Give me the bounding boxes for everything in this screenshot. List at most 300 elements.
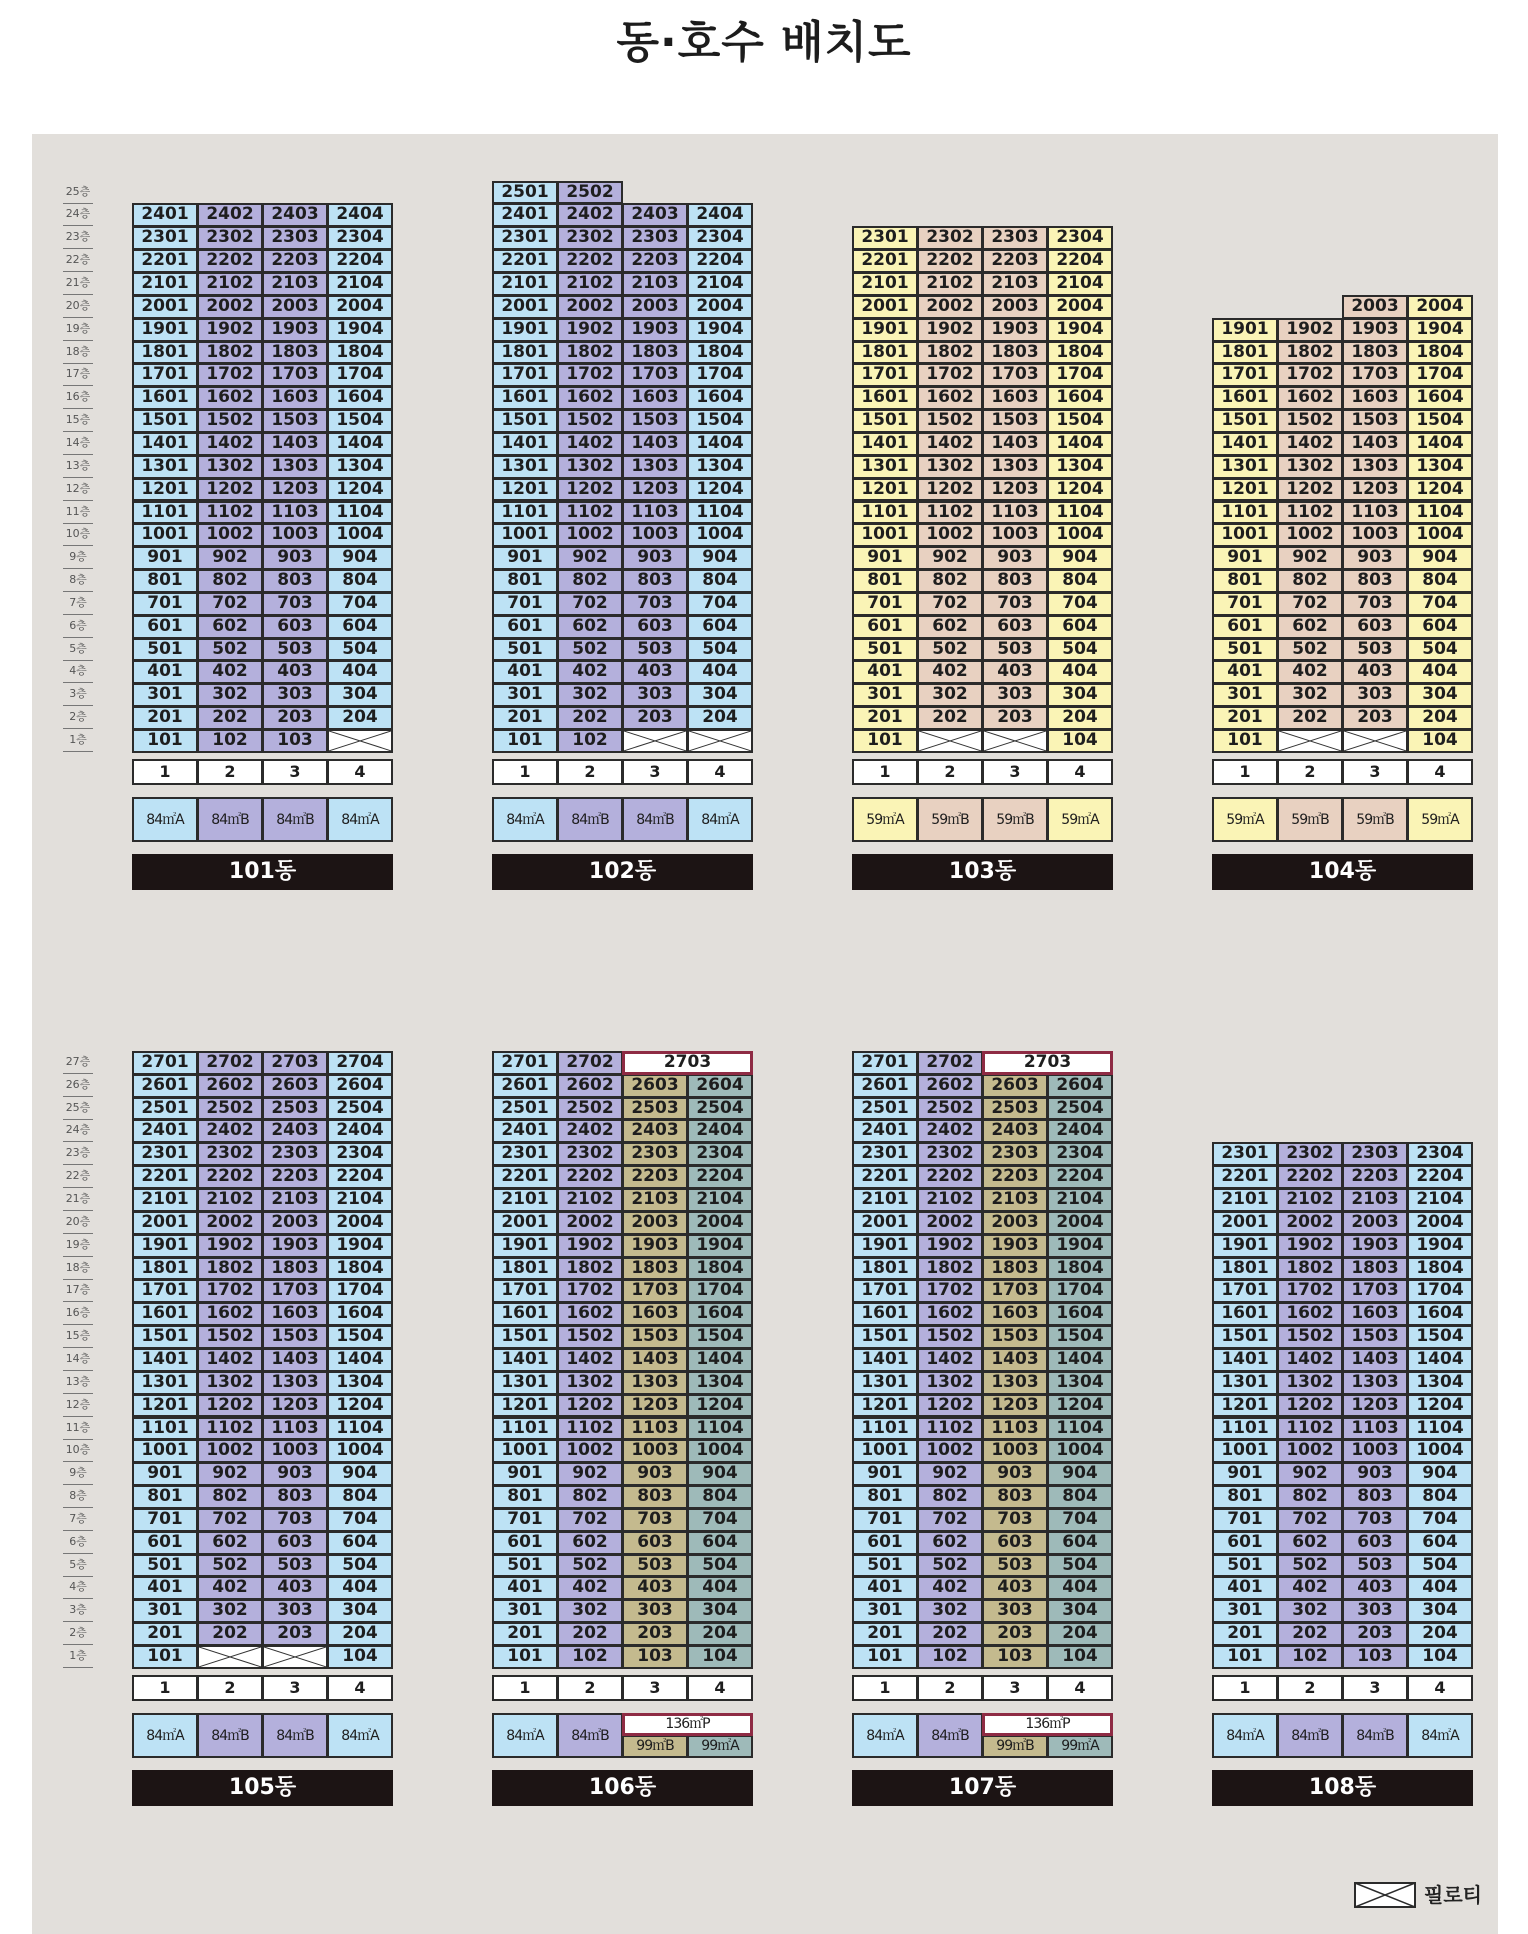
unit-cell[interactable]: 1301: [132, 455, 198, 479]
unit-cell[interactable]: 1002: [1277, 1439, 1343, 1463]
unit-cell[interactable]: 602: [557, 1531, 623, 1555]
unit-cell[interactable]: 1201: [132, 478, 198, 502]
unit-cell[interactable]: 1104: [327, 1417, 393, 1441]
unit-cell[interactable]: 1603: [982, 1302, 1048, 1326]
unit-cell[interactable]: 2003: [1342, 295, 1408, 319]
unit-cell[interactable]: 1003: [1342, 1439, 1408, 1463]
unit-cell[interactable]: 402: [197, 660, 263, 684]
unit-cell[interactable]: 404: [1407, 660, 1473, 684]
unit-cell[interactable]: 1404: [1047, 1348, 1113, 1372]
unit-cell[interactable]: 1303: [622, 455, 688, 479]
unit-cell[interactable]: 104: [1407, 1645, 1473, 1669]
unit-cell[interactable]: 1702: [1277, 363, 1343, 387]
unit-cell[interactable]: 703: [262, 1508, 328, 1532]
unit-cell[interactable]: 303: [262, 683, 328, 707]
unit-cell[interactable]: 2103: [622, 1188, 688, 1212]
unit-cell[interactable]: 1404: [1407, 432, 1473, 456]
unit-cell[interactable]: 701: [132, 592, 198, 616]
unit-cell[interactable]: 2304: [687, 226, 753, 250]
unit-cell[interactable]: 1601: [1212, 1302, 1278, 1326]
unit-cell[interactable]: 1303: [262, 455, 328, 479]
unit-cell[interactable]: 402: [197, 1576, 263, 1600]
unit-cell[interactable]: 1004: [1047, 1439, 1113, 1463]
unit-cell[interactable]: 802: [197, 1485, 263, 1509]
unit-cell[interactable]: 1001: [852, 1439, 918, 1463]
unit-cell[interactable]: 204: [1047, 1622, 1113, 1646]
unit-cell[interactable]: 704: [687, 592, 753, 616]
unit-cell[interactable]: 1902: [557, 1234, 623, 1258]
unit-cell[interactable]: 1001: [1212, 523, 1278, 547]
unit-cell[interactable]: 304: [687, 1599, 753, 1623]
unit-cell[interactable]: 203: [622, 1622, 688, 1646]
unit-cell[interactable]: 1801: [1212, 1257, 1278, 1281]
unit-cell[interactable]: 803: [1342, 569, 1408, 593]
unit-cell[interactable]: 704: [1407, 1508, 1473, 1532]
unit-cell[interactable]: 1603: [262, 386, 328, 410]
unit-cell[interactable]: 1902: [917, 1234, 983, 1258]
unit-cell[interactable]: 2003: [1342, 1211, 1408, 1235]
unit-cell[interactable]: 201: [852, 706, 918, 730]
unit-cell[interactable]: 1404: [1407, 1348, 1473, 1372]
unit-cell[interactable]: 2104: [327, 1188, 393, 1212]
unit-cell[interactable]: 1303: [262, 1371, 328, 1395]
unit-cell[interactable]: 2202: [557, 249, 623, 273]
unit-cell[interactable]: 601: [852, 1531, 918, 1555]
unit-cell[interactable]: 2602: [557, 1074, 623, 1098]
unit-cell[interactable]: 2104: [687, 1188, 753, 1212]
unit-cell[interactable]: 301: [132, 1599, 198, 1623]
unit-cell[interactable]: 1302: [557, 455, 623, 479]
unit-cell[interactable]: 2002: [1277, 1211, 1343, 1235]
unit-cell[interactable]: 1503: [262, 1325, 328, 1349]
unit-cell[interactable]: 1902: [197, 318, 263, 342]
unit-cell[interactable]: 1202: [557, 1394, 623, 1418]
unit-cell[interactable]: 1701: [1212, 1279, 1278, 1303]
unit-cell[interactable]: 903: [1342, 1462, 1408, 1486]
unit-cell[interactable]: 204: [327, 706, 393, 730]
unit-cell[interactable]: 1004: [687, 1439, 753, 1463]
unit-cell[interactable]: 2003: [262, 1211, 328, 1235]
unit-cell[interactable]: 401: [1212, 1576, 1278, 1600]
unit-cell[interactable]: 1304: [327, 455, 393, 479]
unit-cell[interactable]: 1701: [132, 1279, 198, 1303]
unit-cell[interactable]: 901: [132, 546, 198, 570]
unit-cell[interactable]: 601: [132, 615, 198, 639]
unit-cell[interactable]: 602: [557, 615, 623, 639]
unit-cell[interactable]: 204: [327, 1622, 393, 1646]
unit-cell[interactable]: 2401: [492, 1119, 558, 1143]
penthouse-cell[interactable]: 2703: [622, 1051, 753, 1075]
unit-cell[interactable]: 1203: [982, 478, 1048, 502]
unit-cell[interactable]: 1503: [982, 409, 1048, 433]
unit-cell[interactable]: 403: [622, 1576, 688, 1600]
unit-cell[interactable]: 702: [917, 1508, 983, 1532]
unit-cell[interactable]: 1203: [1342, 478, 1408, 502]
unit-cell[interactable]: 1201: [1212, 1394, 1278, 1418]
unit-cell[interactable]: 2601: [132, 1074, 198, 1098]
unit-cell[interactable]: 1104: [687, 501, 753, 525]
unit-cell[interactable]: 1301: [852, 455, 918, 479]
unit-cell[interactable]: 602: [1277, 615, 1343, 639]
unit-cell[interactable]: 102: [1277, 1645, 1343, 1669]
unit-cell[interactable]: 604: [687, 615, 753, 639]
unit-cell[interactable]: 201: [1212, 706, 1278, 730]
unit-cell[interactable]: 2202: [1277, 1165, 1343, 1189]
unit-cell[interactable]: 502: [1277, 638, 1343, 662]
unit-cell[interactable]: 604: [1047, 1531, 1113, 1555]
unit-cell[interactable]: 501: [132, 638, 198, 662]
unit-cell[interactable]: 2104: [1047, 272, 1113, 296]
unit-cell[interactable]: 1002: [917, 1439, 983, 1463]
unit-cell[interactable]: 801: [1212, 569, 1278, 593]
unit-cell[interactable]: 504: [687, 1554, 753, 1578]
unit-cell[interactable]: 502: [1277, 1554, 1343, 1578]
unit-cell[interactable]: 1901: [132, 318, 198, 342]
unit-cell[interactable]: 1303: [1342, 455, 1408, 479]
unit-cell[interactable]: 1601: [492, 1302, 558, 1326]
unit-cell[interactable]: 503: [622, 1554, 688, 1578]
unit-cell[interactable]: 2104: [1407, 1188, 1473, 1212]
unit-cell[interactable]: 2001: [132, 1211, 198, 1235]
unit-cell[interactable]: 1904: [327, 318, 393, 342]
unit-cell[interactable]: 2202: [917, 1165, 983, 1189]
unit-cell[interactable]: 1104: [1407, 501, 1473, 525]
unit-cell[interactable]: 1502: [917, 409, 983, 433]
unit-cell[interactable]: 1902: [1277, 1234, 1343, 1258]
unit-cell[interactable]: 2201: [492, 1165, 558, 1189]
unit-cell[interactable]: 402: [1277, 660, 1343, 684]
unit-cell[interactable]: 2002: [197, 1211, 263, 1235]
unit-cell[interactable]: 1102: [917, 501, 983, 525]
unit-cell[interactable]: 902: [197, 546, 263, 570]
unit-cell[interactable]: 1203: [622, 1394, 688, 1418]
unit-cell[interactable]: 2401: [852, 1119, 918, 1143]
unit-cell[interactable]: 603: [982, 1531, 1048, 1555]
unit-cell[interactable]: 1204: [1047, 478, 1113, 502]
unit-cell[interactable]: 204: [1407, 1622, 1473, 1646]
unit-cell[interactable]: 1504: [1047, 409, 1113, 433]
unit-cell[interactable]: 2001: [1212, 1211, 1278, 1235]
unit-cell[interactable]: 2404: [327, 203, 393, 227]
unit-cell[interactable]: 1903: [262, 1234, 328, 1258]
unit-cell[interactable]: 2001: [492, 295, 558, 319]
unit-cell[interactable]: 1501: [132, 409, 198, 433]
unit-cell[interactable]: 304: [1047, 683, 1113, 707]
unit-cell[interactable]: 1803: [262, 1257, 328, 1281]
unit-cell[interactable]: 1603: [1342, 1302, 1408, 1326]
unit-cell[interactable]: 2701: [132, 1051, 198, 1075]
unit-cell[interactable]: 1303: [622, 1371, 688, 1395]
unit-cell[interactable]: 1704: [1047, 1279, 1113, 1303]
unit-cell[interactable]: 1701: [492, 363, 558, 387]
unit-cell[interactable]: 1304: [1407, 1371, 1473, 1395]
unit-cell[interactable]: 2203: [622, 1165, 688, 1189]
unit-cell[interactable]: 304: [1047, 1599, 1113, 1623]
unit-cell[interactable]: 302: [557, 1599, 623, 1623]
unit-cell[interactable]: 2402: [917, 1119, 983, 1143]
unit-cell[interactable]: 1003: [262, 1439, 328, 1463]
unit-cell[interactable]: 2301: [852, 226, 918, 250]
unit-cell[interactable]: 902: [917, 546, 983, 570]
unit-cell[interactable]: 1602: [197, 386, 263, 410]
unit-cell[interactable]: 1002: [1277, 523, 1343, 547]
unit-cell[interactable]: 803: [982, 569, 1048, 593]
unit-cell[interactable]: 2003: [982, 295, 1048, 319]
unit-cell[interactable]: 1502: [197, 1325, 263, 1349]
unit-cell[interactable]: 2104: [327, 272, 393, 296]
unit-cell[interactable]: 1902: [917, 318, 983, 342]
unit-cell[interactable]: 1002: [557, 1439, 623, 1463]
unit-cell[interactable]: 1803: [262, 341, 328, 365]
unit-cell[interactable]: 2004: [1047, 1211, 1113, 1235]
unit-cell[interactable]: 1302: [557, 1371, 623, 1395]
unit-cell[interactable]: 2301: [492, 1142, 558, 1166]
unit-cell[interactable]: 804: [327, 569, 393, 593]
unit-cell[interactable]: 604: [687, 1531, 753, 1555]
unit-cell[interactable]: 1601: [852, 1302, 918, 1326]
unit-cell[interactable]: 2403: [622, 203, 688, 227]
unit-cell[interactable]: 2001: [492, 1211, 558, 1235]
unit-cell[interactable]: 101: [492, 1645, 558, 1669]
unit-cell[interactable]: 2103: [262, 272, 328, 296]
unit-cell[interactable]: 1701: [132, 363, 198, 387]
unit-cell[interactable]: 1601: [852, 386, 918, 410]
unit-cell[interactable]: 2102: [1277, 1188, 1343, 1212]
unit-cell[interactable]: 704: [327, 1508, 393, 1532]
unit-cell[interactable]: 403: [1342, 660, 1408, 684]
unit-cell[interactable]: 2202: [197, 249, 263, 273]
unit-cell[interactable]: 1804: [327, 1257, 393, 1281]
unit-cell[interactable]: 2404: [1047, 1119, 1113, 1143]
unit-cell[interactable]: 2502: [197, 1097, 263, 1121]
unit-cell[interactable]: 2302: [197, 226, 263, 250]
unit-cell[interactable]: 1603: [622, 1302, 688, 1326]
unit-cell[interactable]: 1201: [852, 1394, 918, 1418]
unit-cell[interactable]: 201: [132, 706, 198, 730]
unit-cell[interactable]: 1502: [917, 1325, 983, 1349]
unit-cell[interactable]: 101: [1212, 1645, 1278, 1669]
unit-cell[interactable]: 804: [1407, 569, 1473, 593]
unit-cell[interactable]: 801: [852, 569, 918, 593]
unit-cell[interactable]: 1302: [917, 1371, 983, 1395]
unit-cell[interactable]: 2103: [1342, 1188, 1408, 1212]
unit-cell[interactable]: 502: [917, 1554, 983, 1578]
unit-cell[interactable]: 1104: [1047, 501, 1113, 525]
unit-cell[interactable]: 304: [1407, 1599, 1473, 1623]
unit-cell[interactable]: 1702: [557, 1279, 623, 1303]
unit-cell[interactable]: 1001: [492, 1439, 558, 1463]
unit-cell[interactable]: 1402: [917, 1348, 983, 1372]
unit-cell[interactable]: 2302: [1277, 1142, 1343, 1166]
unit-cell[interactable]: 1102: [557, 501, 623, 525]
unit-cell[interactable]: 2003: [262, 295, 328, 319]
unit-cell[interactable]: 402: [557, 660, 623, 684]
unit-cell[interactable]: 2401: [132, 203, 198, 227]
unit-cell[interactable]: 1602: [1277, 1302, 1343, 1326]
unit-cell[interactable]: 401: [1212, 660, 1278, 684]
unit-cell[interactable]: 903: [1342, 546, 1408, 570]
unit-cell[interactable]: 1801: [852, 341, 918, 365]
unit-cell[interactable]: 2403: [982, 1119, 1048, 1143]
unit-cell[interactable]: 504: [687, 638, 753, 662]
unit-cell[interactable]: 1502: [197, 409, 263, 433]
unit-cell[interactable]: 1904: [1407, 1234, 1473, 1258]
unit-cell[interactable]: 802: [557, 1485, 623, 1509]
unit-cell[interactable]: 1001: [1212, 1439, 1278, 1463]
unit-cell[interactable]: 1903: [622, 1234, 688, 1258]
unit-cell[interactable]: 102: [557, 729, 623, 753]
unit-cell[interactable]: 2303: [982, 226, 1048, 250]
unit-cell[interactable]: 703: [1342, 592, 1408, 616]
unit-cell[interactable]: 1202: [197, 478, 263, 502]
unit-cell[interactable]: 1604: [1047, 1302, 1113, 1326]
unit-cell[interactable]: 404: [327, 1576, 393, 1600]
unit-cell[interactable]: 1202: [197, 1394, 263, 1418]
unit-cell[interactable]: 403: [262, 660, 328, 684]
unit-cell[interactable]: 1301: [492, 455, 558, 479]
unit-cell[interactable]: 1504: [687, 1325, 753, 1349]
unit-cell[interactable]: 302: [1277, 1599, 1343, 1623]
unit-cell[interactable]: 2203: [1342, 1165, 1408, 1189]
unit-cell[interactable]: 804: [687, 1485, 753, 1509]
unit-cell[interactable]: 1102: [1277, 501, 1343, 525]
unit-cell[interactable]: 403: [1342, 1576, 1408, 1600]
unit-cell[interactable]: 2102: [197, 1188, 263, 1212]
unit-cell[interactable]: 1002: [917, 523, 983, 547]
unit-cell[interactable]: 503: [622, 638, 688, 662]
unit-cell[interactable]: 1904: [687, 1234, 753, 1258]
unit-cell[interactable]: 1901: [1212, 1234, 1278, 1258]
unit-cell[interactable]: 902: [197, 1462, 263, 1486]
unit-cell[interactable]: 1102: [197, 1417, 263, 1441]
unit-cell[interactable]: 2203: [262, 249, 328, 273]
unit-cell[interactable]: 2401: [492, 203, 558, 227]
unit-cell[interactable]: 2303: [622, 1142, 688, 1166]
unit-cell[interactable]: 1303: [982, 455, 1048, 479]
unit-cell[interactable]: 1702: [197, 1279, 263, 1303]
unit-cell[interactable]: 701: [1212, 592, 1278, 616]
unit-cell[interactable]: 2102: [917, 1188, 983, 1212]
unit-cell[interactable]: 703: [982, 592, 1048, 616]
unit-cell[interactable]: 1701: [492, 1279, 558, 1303]
unit-cell[interactable]: 1304: [327, 1371, 393, 1395]
unit-cell[interactable]: 1803: [622, 1257, 688, 1281]
unit-cell[interactable]: 1903: [1342, 1234, 1408, 1258]
unit-cell[interactable]: 704: [1047, 1508, 1113, 1532]
unit-cell[interactable]: 1603: [622, 386, 688, 410]
unit-cell[interactable]: 602: [197, 615, 263, 639]
unit-cell[interactable]: 2604: [687, 1074, 753, 1098]
unit-cell[interactable]: 1901: [852, 1234, 918, 1258]
unit-cell[interactable]: 2004: [327, 295, 393, 319]
unit-cell[interactable]: 401: [132, 1576, 198, 1600]
unit-cell[interactable]: 2702: [917, 1051, 983, 1075]
unit-cell[interactable]: 1702: [197, 363, 263, 387]
unit-cell[interactable]: 1802: [917, 341, 983, 365]
unit-cell[interactable]: 904: [687, 1462, 753, 1486]
unit-cell[interactable]: 1504: [687, 409, 753, 433]
unit-cell[interactable]: 102: [557, 1645, 623, 1669]
unit-cell[interactable]: 604: [1407, 615, 1473, 639]
unit-cell[interactable]: 1601: [1212, 386, 1278, 410]
unit-cell[interactable]: 901: [132, 1462, 198, 1486]
unit-cell[interactable]: 702: [197, 592, 263, 616]
unit-cell[interactable]: 2602: [917, 1074, 983, 1098]
unit-cell[interactable]: 304: [1407, 683, 1473, 707]
unit-cell[interactable]: 1503: [1342, 409, 1408, 433]
unit-cell[interactable]: 1402: [557, 432, 623, 456]
unit-cell[interactable]: 503: [262, 1554, 328, 1578]
unit-cell[interactable]: 204: [1407, 706, 1473, 730]
unit-cell[interactable]: 2101: [852, 1188, 918, 1212]
unit-cell[interactable]: 401: [132, 660, 198, 684]
unit-cell[interactable]: 501: [852, 638, 918, 662]
unit-cell[interactable]: 2504: [1047, 1097, 1113, 1121]
unit-cell[interactable]: 404: [687, 660, 753, 684]
unit-cell[interactable]: 2302: [557, 1142, 623, 1166]
unit-cell[interactable]: 504: [1407, 638, 1473, 662]
unit-cell[interactable]: 1404: [327, 432, 393, 456]
unit-cell[interactable]: 2704: [327, 1051, 393, 1075]
unit-cell[interactable]: 602: [197, 1531, 263, 1555]
unit-cell[interactable]: 302: [557, 683, 623, 707]
unit-cell[interactable]: 1501: [1212, 1325, 1278, 1349]
unit-cell[interactable]: 1701: [852, 363, 918, 387]
unit-cell[interactable]: 2303: [982, 1142, 1048, 1166]
unit-cell[interactable]: 1703: [982, 1279, 1048, 1303]
unit-cell[interactable]: 2302: [917, 1142, 983, 1166]
unit-cell[interactable]: 1502: [557, 1325, 623, 1349]
unit-cell[interactable]: 1501: [492, 1325, 558, 1349]
unit-cell[interactable]: 1102: [197, 501, 263, 525]
unit-cell[interactable]: 1004: [327, 1439, 393, 1463]
unit-cell[interactable]: 1804: [687, 341, 753, 365]
unit-cell[interactable]: 401: [492, 1576, 558, 1600]
unit-cell[interactable]: 1402: [917, 432, 983, 456]
unit-cell[interactable]: 604: [327, 615, 393, 639]
unit-cell[interactable]: 803: [982, 1485, 1048, 1509]
unit-cell[interactable]: 1403: [262, 432, 328, 456]
unit-cell[interactable]: 504: [1047, 638, 1113, 662]
unit-cell[interactable]: 1103: [1342, 501, 1408, 525]
unit-cell[interactable]: 2104: [687, 272, 753, 296]
unit-cell[interactable]: 1702: [917, 1279, 983, 1303]
unit-cell[interactable]: 1301: [132, 1371, 198, 1395]
unit-cell[interactable]: 103: [1342, 1645, 1408, 1669]
unit-cell[interactable]: 901: [852, 546, 918, 570]
unit-cell[interactable]: 1201: [492, 478, 558, 502]
unit-cell[interactable]: 502: [557, 1554, 623, 1578]
unit-cell[interactable]: 2003: [622, 1211, 688, 1235]
unit-cell[interactable]: 704: [687, 1508, 753, 1532]
unit-cell[interactable]: 101: [1212, 729, 1278, 753]
unit-cell[interactable]: 201: [492, 706, 558, 730]
unit-cell[interactable]: 1204: [1047, 1394, 1113, 1418]
unit-cell[interactable]: 2101: [492, 1188, 558, 1212]
unit-cell[interactable]: 404: [1407, 1576, 1473, 1600]
unit-cell[interactable]: 202: [197, 706, 263, 730]
unit-cell[interactable]: 1703: [622, 1279, 688, 1303]
unit-cell[interactable]: 702: [917, 592, 983, 616]
unit-cell[interactable]: 1903: [262, 318, 328, 342]
unit-cell[interactable]: 502: [557, 638, 623, 662]
unit-cell[interactable]: 803: [1342, 1485, 1408, 1509]
unit-cell[interactable]: 703: [622, 592, 688, 616]
unit-cell[interactable]: 1903: [982, 1234, 1048, 1258]
unit-cell[interactable]: 1604: [1047, 386, 1113, 410]
unit-cell[interactable]: 602: [917, 1531, 983, 1555]
unit-cell[interactable]: 1803: [982, 1257, 1048, 1281]
